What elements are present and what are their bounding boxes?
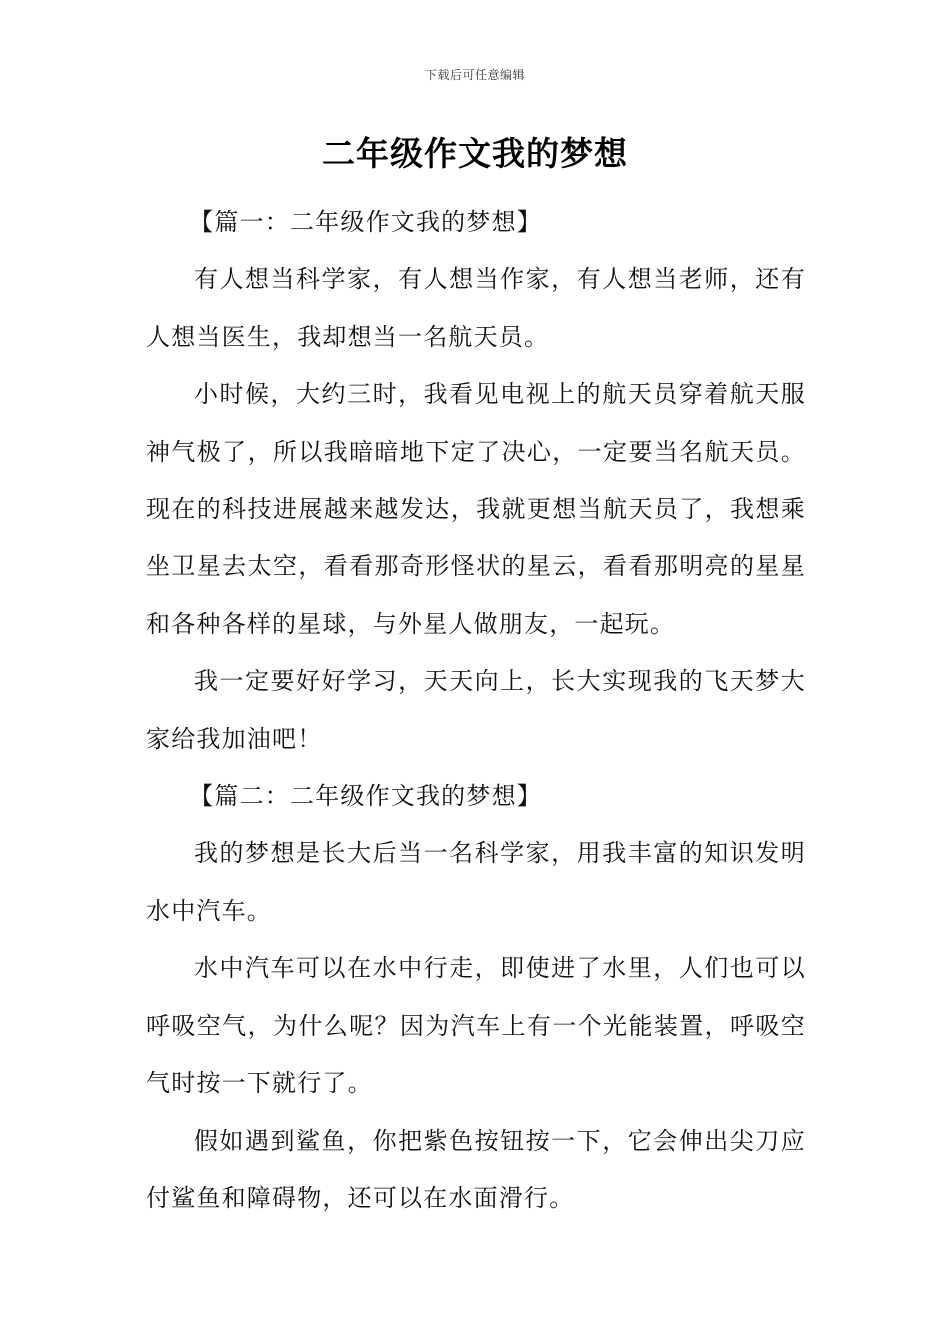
document-title: 二年级作文我的梦想 — [322, 134, 628, 173]
section-heading-2: 【篇二：二年级作文我的梦想】 — [189, 782, 542, 811]
document-body — [146, 194, 806, 1227]
paragraph: 有人想当科学家，有人想当作家，有人想当老师，还有人想当医生，我却想当一名航天员。 — [146, 265, 806, 351]
section-heading-1: 【篇一：二年级作文我的梦想】 — [189, 208, 542, 236]
paragraph: 水中汽车可以在水中行走，即使进了水里，人们也可以呼吸空气，为什么呢？因为汽车上有一个光能装置，呼吸空气时按一下就行了。 — [146, 954, 806, 1098]
paragraph: 小时候，大约三时，我看见电视上的航天员穿着航天服神气极了，所以我暗暗地下定了决心，一定要当名航天员。现在的科技进展越来越发达，我就更想当航天员了，我想乘坐卫星去太空，看看那奇形怪状的星云，看看那明亮的星星和各种各样的星球，与外星人做朋友，一起玩。 — [146, 380, 806, 638]
paragraph: 我一定要好好学习，天天向上，长大实现我的飞天梦大家给我加油吧！ — [146, 667, 806, 753]
paragraph: 我的梦想是长大后当一名科学家，用我丰富的知识发明水中汽车。 — [146, 839, 806, 925]
header-note: 下载后可任意编辑 — [424, 68, 525, 82]
paragraph: 假如遇到鲨鱼，你把紫色按钮按一下，它会伸出尖刀应付鲨鱼和障碍物，还可以在水面滑行。 — [146, 1126, 806, 1212]
